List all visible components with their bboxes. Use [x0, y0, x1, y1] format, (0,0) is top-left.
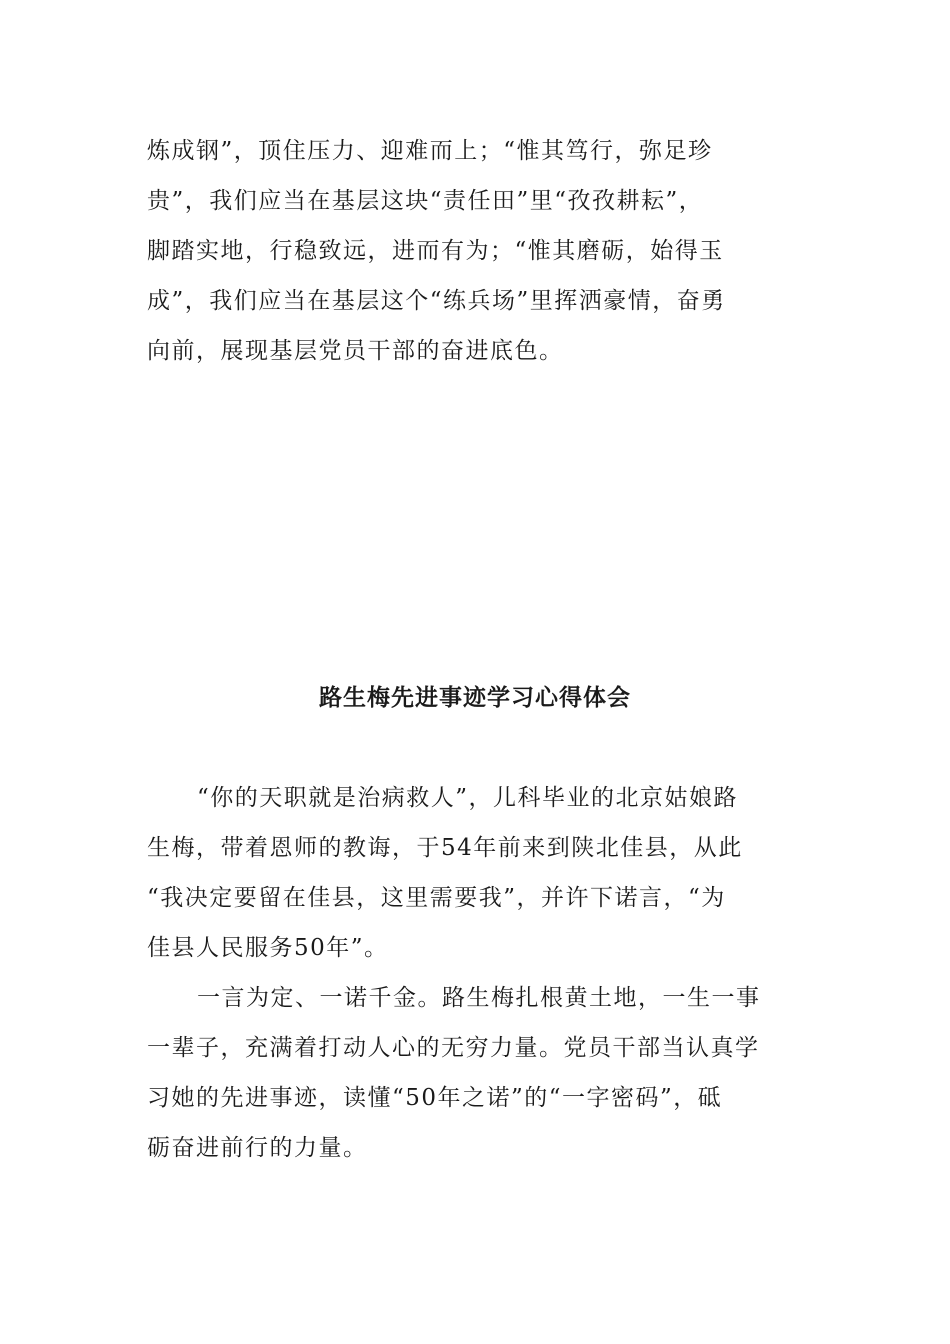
text-line: 成”，我们应当在基层这个“练兵场”里挥洒豪情，奋勇 [147, 288, 726, 314]
text-line: 一辈子，充满着打动人心的无穷力量。党员干部当认真学 [147, 1035, 760, 1061]
text-line: “你的天职就是治病救人”，儿科毕业的北京姑娘路 [197, 785, 739, 811]
text-line: “我决定要留在佳县，这里需要我”，并许下诺言，“为 [147, 885, 726, 911]
text-line: 佳县人民服务50年”。 [147, 935, 389, 961]
text-line: 向前，展现基层党员干部的奋进底色。 [147, 338, 564, 364]
article-title: 路生梅先进事迹学习心得体会 [319, 685, 631, 711]
text-line: 贵”，我们应当在基层这块“责任田”里“孜孜耕耘”， [147, 188, 704, 214]
text-line: 生梅，带着恩师的教诲，于54年前来到陕北佳县，从此 [147, 835, 743, 861]
text-line: 习她的先进事迹，读懂“50年之诺”的“一字密码”，砥 [147, 1085, 723, 1111]
text-line: 脚踏实地，行稳致远，进而有为；“惟其磨砺，始得玉 [147, 238, 724, 264]
text-line: 砺奋进前行的力量。 [147, 1135, 368, 1161]
text-line: 一言为定、一诺千金。路生梅扎根黄土地，一生一事 [197, 985, 761, 1011]
text-line: 炼成钢”，顶住压力、迎难而上；“惟其笃行，弥足珍 [147, 138, 713, 164]
